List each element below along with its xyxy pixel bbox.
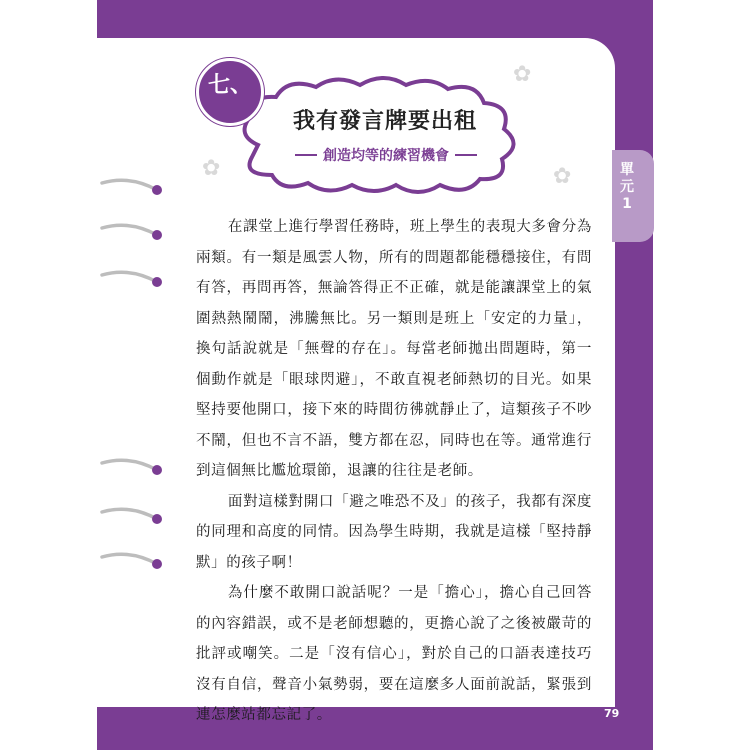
unit-tab-label: 單元1 xyxy=(620,162,634,212)
section-number: 七、 xyxy=(207,72,252,98)
paragraph: 面對這樣對開口「避之唯恐不及」的孩子，我都有深度的同理和高度的同情。因為學生時期，我就是這樣「堅持靜默」的孩子啊！ xyxy=(196,493,592,571)
page-subtitle: 創造均等的練習機會 xyxy=(323,148,449,164)
subtitle-rule-right xyxy=(455,154,477,156)
subtitle-rule-left xyxy=(295,154,317,156)
flower-icon: ✿ xyxy=(202,156,221,181)
page-number: 79 xyxy=(604,707,620,720)
flower-icon: ✿ xyxy=(513,62,532,87)
article-body xyxy=(196,212,592,731)
subtitle-row xyxy=(268,145,504,165)
paragraph: 為什麼不敢開口說話呢？一是「擔心」，擔心自己回答的內容錯誤，或不是老師想聽的，更擔心說了之後被嚴苛的批評或嘲笑。二是「沒有信心」，對於自己的口語表達技巧沒有自信，聲音小氣勢弱，要在這麼多人面前說話，緊張到連怎麼站都忘記了。 xyxy=(196,585,592,723)
paragraph: 在課堂上進行學習任務時，班上學生的表現大多會分為兩類。有一類是風雲人物，所有的問題都能穩穩接住，有問有答，再問再答，無論答得正不正確，就是能讓課堂上的氣圍熱熱鬧鬧，沸騰無比。另一類則是班上「安定的力量」，換句話說就是「無聲的存在」。每當老師拋出問題時，第一個動作就是「眼球閃避」，不敢直視老師熱切的目光。如果堅持要他開口，接下來的時間彷彿就靜止了，這類孩子不吵不鬧，但也不言不語，雙方都在忍，同時也在等。通常進行到這個無比尷尬環節，退讓的往往是老師。 xyxy=(196,219,592,479)
page-title: 我有發言牌要出租 xyxy=(292,108,477,134)
flower-icon: ✿ xyxy=(553,164,572,189)
notebook-rings xyxy=(100,0,170,750)
title-cloud xyxy=(228,75,528,195)
